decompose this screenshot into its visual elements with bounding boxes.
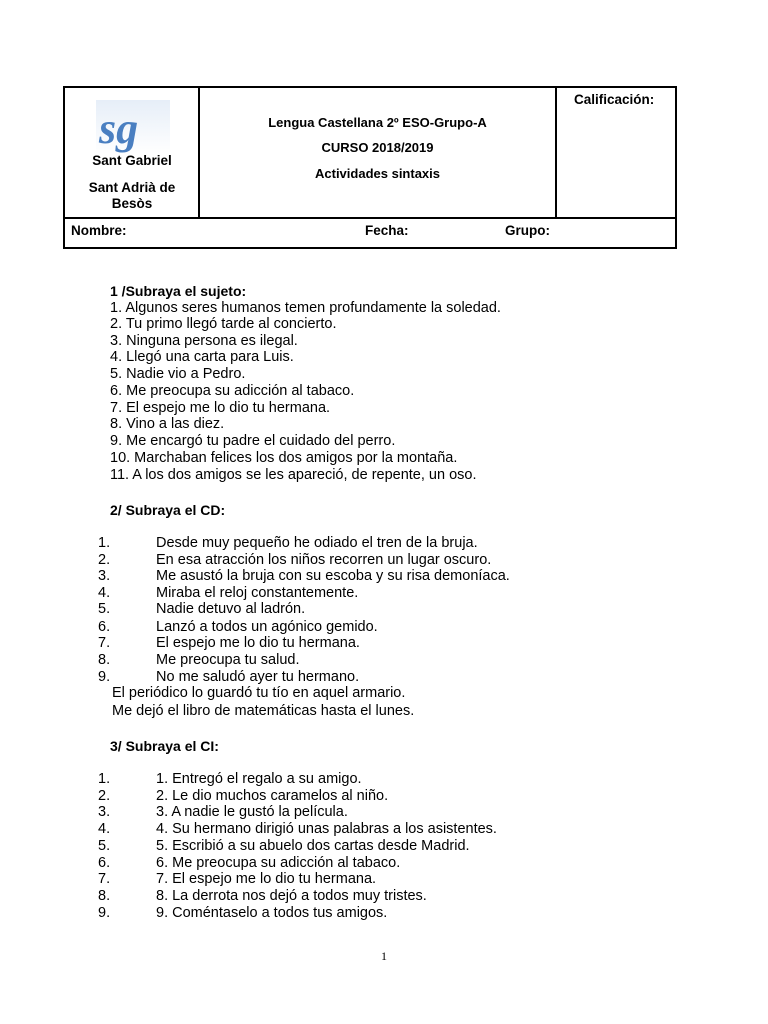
list-item: 6. Me preocupa su adicción al tabaco.: [110, 383, 355, 399]
school-city: Sant Adrià de: [88, 180, 176, 195]
subject-title: Lengua Castellana 2º ESO-Grupo-A: [268, 115, 487, 130]
list-item: Lanzó a todos un agónico gemido.: [156, 619, 378, 635]
list-item: 1. Algunos seres humanos temen profundamente la soledad.: [110, 300, 501, 316]
list-item: 2. Tu primo llegó tarde al concierto.: [110, 316, 337, 332]
item-number: 6.: [98, 619, 111, 635]
item-number: 9.: [98, 905, 111, 921]
group-label: Grupo:: [505, 223, 550, 238]
item-number: 8.: [98, 652, 111, 668]
school-logo: [96, 100, 170, 154]
list-item: 9. Coméntaselo a todos tus amigos.: [156, 905, 388, 921]
list-item: 9. Me encargó tu padre el cuidado del perro.: [110, 433, 396, 449]
item-number: 3.: [98, 568, 111, 584]
list-item: El espejo me lo dio tu hermana.: [156, 635, 360, 651]
item-number: 4.: [98, 585, 111, 601]
list-item: 5. Escribió a su abuelo dos cartas desde Madrid.: [156, 838, 470, 854]
logo-text: sg: [99, 104, 139, 153]
list-item: 1. Entregó el regalo a su amigo.: [156, 771, 362, 787]
item-number: 8.: [98, 888, 111, 904]
list-item: 2. Le dio muchos caramelos al niño.: [156, 788, 389, 804]
item-number: 5.: [98, 601, 111, 617]
list-item: 11. A los dos amigos se les apareció, de repente, un oso.: [110, 467, 477, 483]
list-item: No me saludó ayer tu hermano.: [156, 669, 360, 685]
list-item: 6. Me preocupa su adicción al tabaco.: [156, 855, 401, 871]
list-item: En esa atracción los niños recorren un lugar oscuro.: [156, 552, 492, 568]
list-item: 4. Su hermano dirigió unas palabras a los asistentes.: [156, 821, 497, 837]
item-number: 1.: [98, 771, 111, 787]
divider: [65, 217, 675, 219]
list-item: 8. La derrota nos dejó a todos muy tristes.: [156, 888, 427, 904]
item-number: 1.: [98, 535, 111, 551]
list-item: El periódico lo guardó tu tío en aquel armario.: [112, 685, 406, 701]
item-number: 2.: [98, 552, 111, 568]
section2-title: 2/ Subraya el CD:: [110, 502, 226, 518]
list-item: 7. El espejo me lo dio tu hermana.: [156, 871, 377, 887]
item-number: 7.: [98, 635, 111, 651]
section3-title: 3/ Subraya el CI:: [110, 738, 219, 754]
divider: [555, 88, 557, 218]
list-item: 7. El espejo me lo dio tu hermana.: [110, 400, 331, 416]
item-number: 4.: [98, 821, 111, 837]
school-name: Sant Gabriel: [92, 153, 172, 168]
grade-label: Calificación:: [574, 92, 655, 107]
date-label: Fecha:: [365, 223, 409, 238]
list-item: 3. A nadie le gustó la película.: [156, 804, 348, 820]
list-item: 5. Nadie vio a Pedro.: [110, 366, 246, 382]
list-item: Me dejó el libro de matemáticas hasta el lunes.: [112, 703, 415, 719]
list-item: 8. Vino a las diez.: [110, 416, 225, 432]
activity-title: Actividades sintaxis: [315, 166, 440, 181]
list-item: 3. Ninguna persona es ilegal.: [110, 333, 298, 349]
header-table: [63, 86, 677, 249]
list-item: 4. Llegó una carta para Luis.: [110, 349, 294, 365]
item-number: 9.: [98, 669, 111, 685]
page-number: 1: [381, 949, 387, 963]
item-number: 2.: [98, 788, 111, 804]
section1-title: 1 /Subraya el sujeto:: [110, 283, 247, 299]
item-number: 3.: [98, 804, 111, 820]
item-number: 6.: [98, 855, 111, 871]
list-item: Miraba el reloj constantemente.: [156, 585, 359, 601]
list-item: 10. Marchaban felices los dos amigos por la montaña.: [110, 450, 458, 466]
list-item: Me asustó la bruja con su escoba y su risa demoníaca.: [156, 568, 510, 584]
item-number: 7.: [98, 871, 111, 887]
name-label: Nombre:: [71, 223, 127, 238]
list-item: Desde muy pequeño he odiado el tren de la bruja.: [156, 535, 478, 551]
course-title: CURSO 2018/2019: [321, 140, 434, 155]
item-number: 5.: [98, 838, 111, 854]
list-item: Nadie detuvo al ladrón.: [156, 601, 306, 617]
school-city-line2: Besòs: [111, 196, 153, 211]
list-item: Me preocupa tu salud.: [156, 652, 300, 668]
